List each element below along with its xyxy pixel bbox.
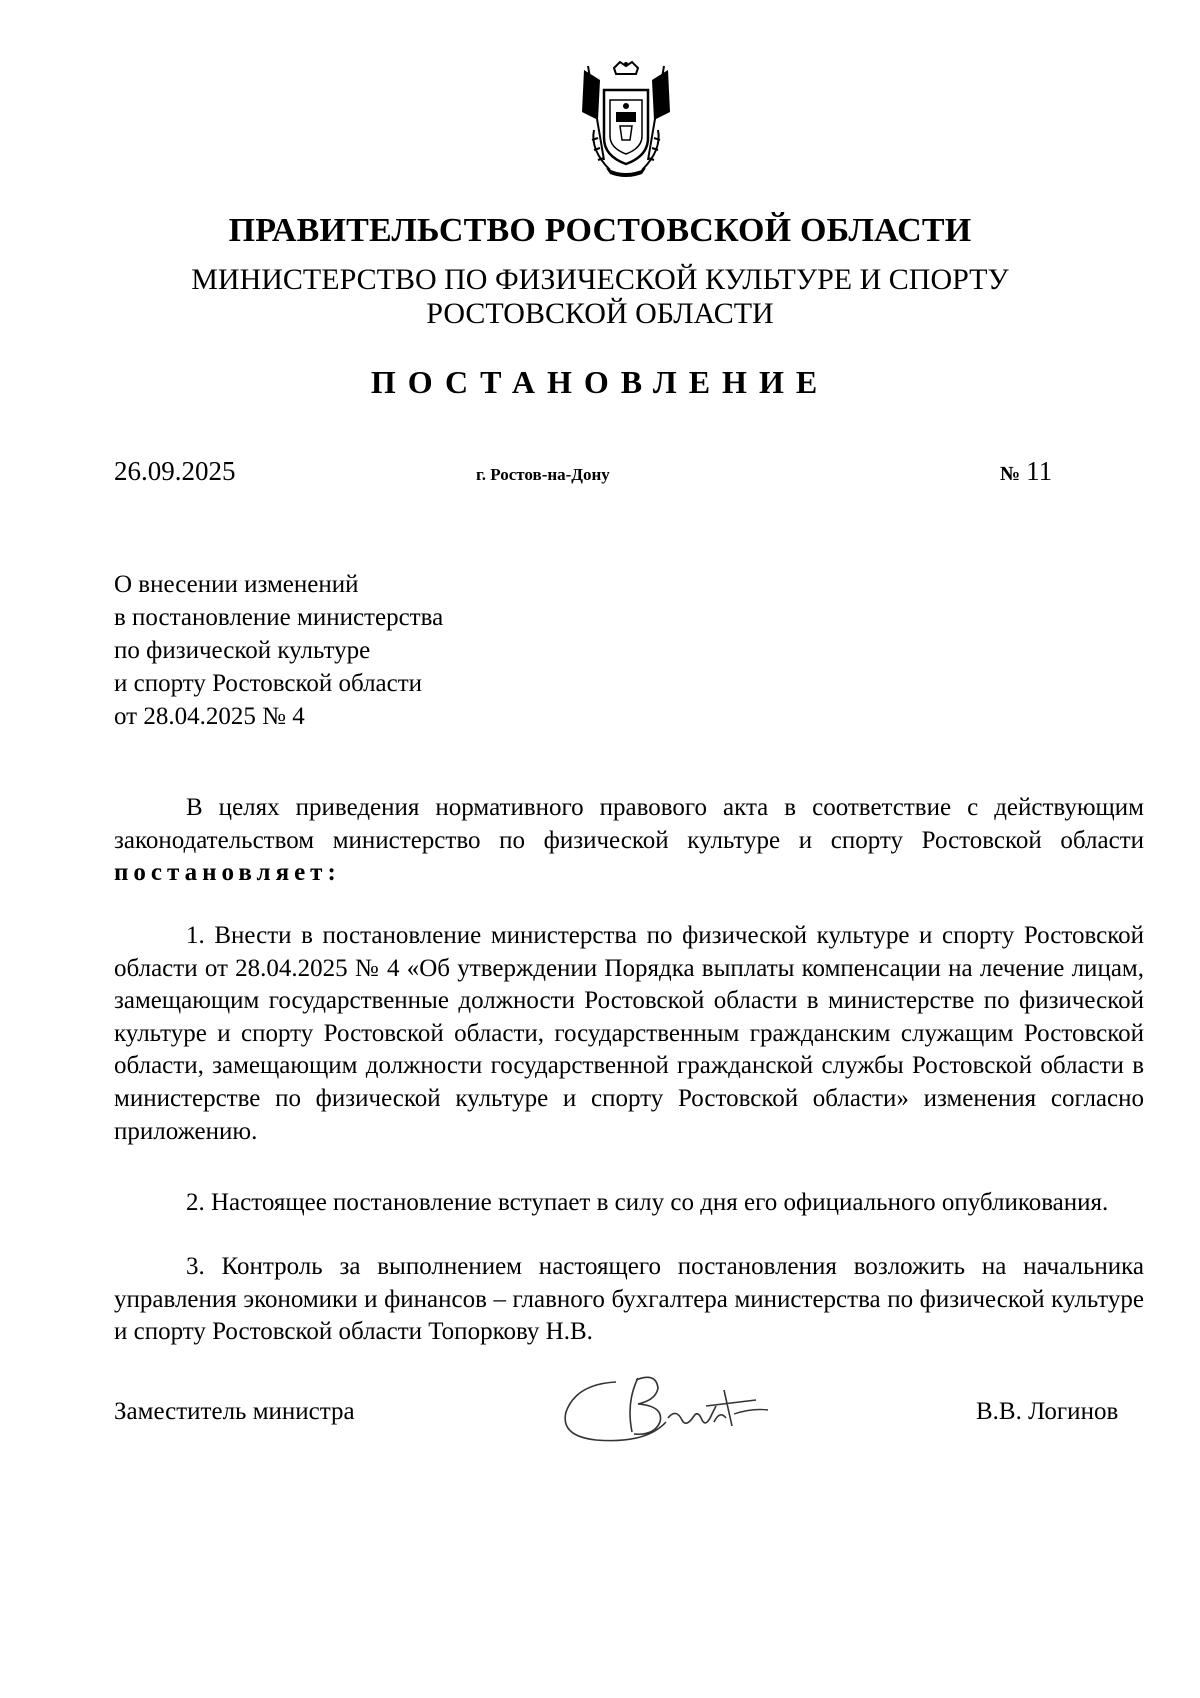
ministry-name-line2: РОСТОВСКОЙ ОБЛАСТИ <box>426 297 774 330</box>
resolves-word: постановляет: <box>114 859 341 887</box>
ministry-name-line1: МИНИСТЕРСТВО ПО ФИЗИЧЕСКОЙ КУЛЬТУРЕ И СПОРТУ <box>191 263 1009 296</box>
government-title: ПРАВИТЕЛЬСТВО РОСТОВСКОЙ ОБЛАСТИ <box>228 212 972 249</box>
subject-line: по физической культуре <box>114 637 371 664</box>
subject-line: О внесении изменений <box>114 571 359 598</box>
document-type-title: ПОСТАНОВЛЕНИЕ <box>370 364 830 400</box>
preamble-paragraph <box>114 792 1144 890</box>
subject-line: в постановление министерства <box>114 604 444 631</box>
subject-line: и спорту Ростовской области <box>114 670 423 697</box>
document-city: г. Ростов-на-Дону <box>476 465 610 484</box>
document-subject <box>114 568 443 733</box>
handwritten-signature-icon <box>556 1362 786 1454</box>
item-1-text: 1. Внести в постановление министерства по физической культуре и спорту Ростовской области от 28.04.2025 № 4 «Об утверждении Порядка выплаты компенсации на лечение лицам, замещающим государственные должности Ростовской области в министерстве по физической культуре и спорту Ростовской области, государственным гражданским служащим Ростовской области, замещающим должности государственной гражданской службы Ростовской области в министерстве по физической культуре и спорту Ростовской области» изменения согласно приложению. <box>114 922 1144 1145</box>
item-2-paragraph <box>114 1187 1144 1220</box>
item-3-paragraph <box>114 1251 1144 1349</box>
signatory-name: В.В. Логинов <box>976 1398 1119 1425</box>
signatory-position: Заместитель министра <box>114 1398 355 1425</box>
item-1-paragraph <box>114 920 1144 1148</box>
document-date: 26.09.2025 <box>114 456 236 486</box>
document-number-value: 11 <box>1026 456 1053 486</box>
number-sign: № <box>1000 463 1021 485</box>
document-number <box>1000 456 1052 487</box>
item-3-text: 3. Контроль за выполнением настоящего постановления возложить на начальника управления экономики и финансов – главного бухгалтера министерства по физической культуре и спорту Ростовской области Топоркову Н.В. <box>114 1253 1144 1346</box>
item-2-text: 2. Настоящее постановление вступает в силу со дня его официального опубликования. <box>186 1189 1109 1216</box>
ministry-name <box>0 263 1200 331</box>
coat-of-arms-icon <box>570 60 682 178</box>
preamble-text: В целях приведения нормативного правового акта в соответствие с действующим законодательством министерство по физической культуре и спорту Ростовской области <box>114 794 1144 854</box>
subject-line: от 28.04.2025 № 4 <box>114 703 305 730</box>
